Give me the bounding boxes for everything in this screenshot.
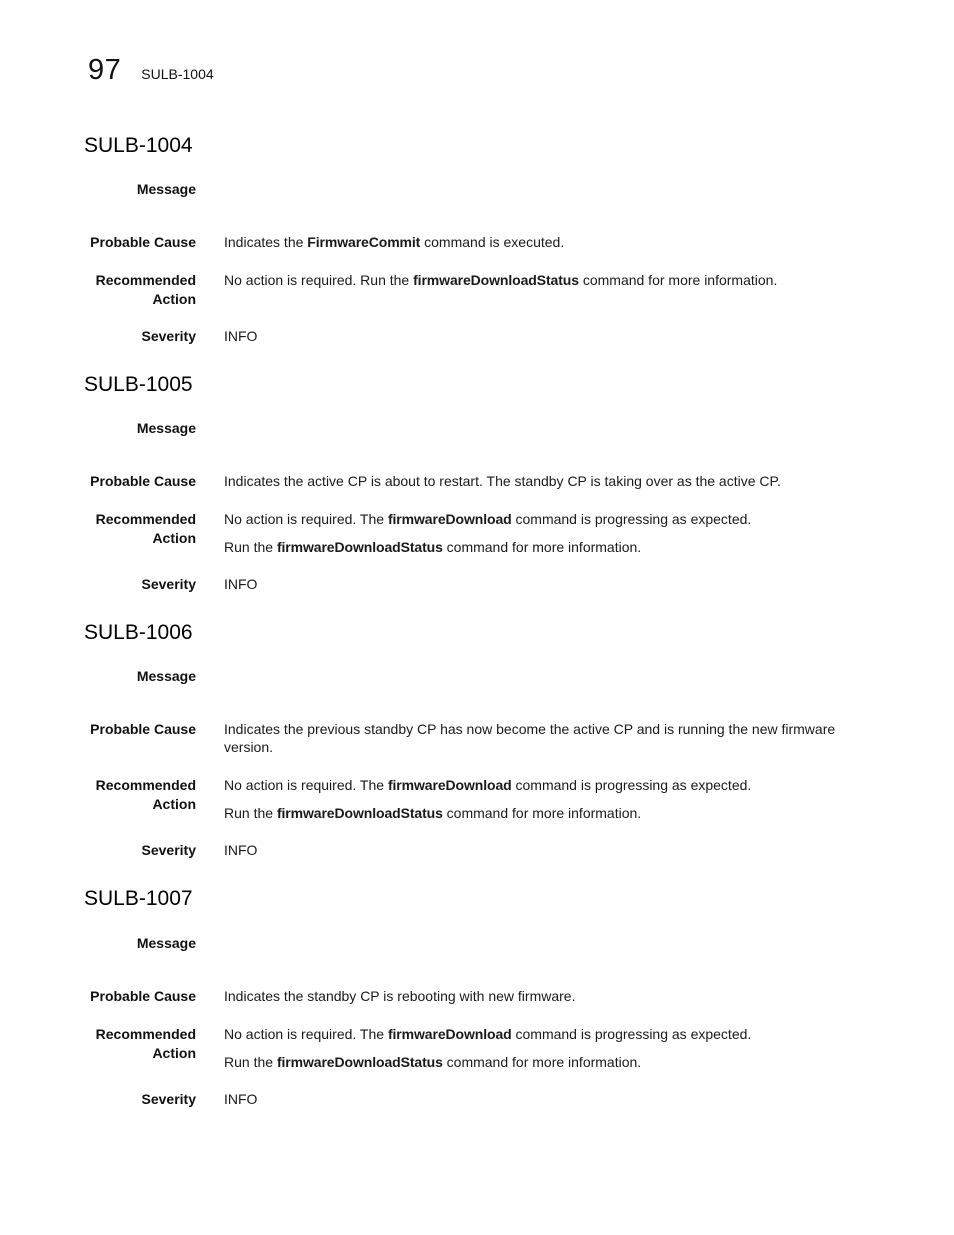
- section-title: SULB-1004: [84, 134, 193, 157]
- severity-value: INFO: [224, 1091, 258, 1107]
- message-label: Message: [136, 935, 196, 951]
- probable-cause-text: Indicates the standby CP is rebooting with new firmware.: [224, 988, 576, 1004]
- severity-value: INFO: [224, 842, 258, 858]
- probable-cause-label: Probable Cause: [90, 721, 196, 737]
- command-name: firmwareDownloadStatus: [276, 805, 443, 821]
- running-header-title: SULB-1004: [141, 66, 214, 82]
- probable-cause-label: Probable Cause: [90, 473, 196, 489]
- command-name: firmwareDownload: [387, 511, 512, 527]
- probable-cause-text: Indicates the active CP is about to restart. The standby CP is taking over as the active CP.: [224, 473, 781, 489]
- command-name: firmwareDownload: [387, 777, 512, 793]
- severity-label: Severity: [141, 576, 196, 592]
- message-label: Message: [136, 181, 196, 197]
- chapter-number: 97: [88, 54, 122, 86]
- section-title: SULB-1005: [84, 373, 193, 396]
- probable-cause-label: Probable Cause: [90, 234, 196, 250]
- recommended-action-label: Recommended Action: [95, 511, 196, 546]
- command-name: firmwareDownloadStatus: [276, 539, 443, 555]
- recommended-action-text: No action is required. Run the firmwareDownloadStatus command for more information.: [224, 272, 778, 288]
- message-label: Message: [136, 668, 196, 684]
- recommended-action-label: Recommended Action: [95, 272, 196, 307]
- recommended-action-label: Recommended Action: [95, 1026, 196, 1061]
- section-title: SULB-1006: [84, 621, 193, 644]
- page-header: [88, 54, 214, 87]
- command-name: firmwareDownloadStatus: [276, 1054, 443, 1070]
- severity-label: Severity: [141, 1091, 196, 1107]
- recommended-action-text: No action is required. The firmwareDownload command is progressing as expected. Run the firmwareDownloadStatus command for more information.: [224, 1026, 752, 1070]
- recommended-action-text: No action is required. The firmwareDownload command is progressing as expected. Run the firmwareDownloadStatus command for more information.: [224, 777, 752, 821]
- severity-value: INFO: [224, 576, 258, 592]
- message-label: Message: [136, 420, 196, 436]
- recommended-action-text: No action is required. The firmwareDownload command is progressing as expected. Run the firmwareDownloadStatus command for more information.: [224, 511, 752, 555]
- severity-label: Severity: [141, 328, 196, 344]
- command-name: firmwareDownload: [387, 1026, 512, 1042]
- probable-cause-label: Probable Cause: [90, 988, 196, 1004]
- recommended-action-label: Recommended Action: [95, 777, 196, 812]
- command-name: FirmwareCommit: [307, 234, 421, 250]
- section-title: SULB-1007: [84, 887, 193, 910]
- command-name: firmwareDownloadStatus: [413, 272, 579, 288]
- severity-value: INFO: [224, 328, 258, 344]
- severity-label: Severity: [141, 842, 196, 858]
- probable-cause-text: Indicates the previous standby CP has now become the active CP and is running the new firmware version.: [224, 721, 836, 755]
- probable-cause-text: Indicates the FirmwareCommit command is executed.: [224, 234, 565, 250]
